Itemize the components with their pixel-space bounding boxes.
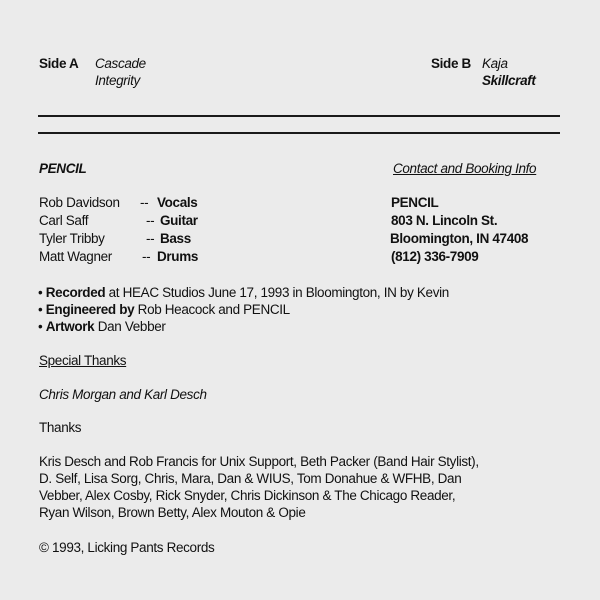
side-b-track: Kaja <box>482 56 508 71</box>
thanks-line: Ryan Wilson, Brown Betty, Alex Mouton & Opie <box>39 505 306 520</box>
side-a-track: Integrity <box>95 73 140 88</box>
contact-heading: Contact and Booking Info <box>393 161 537 176</box>
side-b-label: Side B <box>431 56 471 71</box>
separator: -- <box>142 249 151 264</box>
copyright: © 1993, Licking Pants Records <box>39 540 215 555</box>
divider-line <box>38 132 560 134</box>
separator: -- <box>146 213 155 228</box>
thanks-line: Vebber, Alex Cosby, Rick Snyder, Chris Dickinson & The Chicago Reader, <box>39 488 456 503</box>
band-heading: PENCIL <box>39 161 87 176</box>
side-a-label: Side A <box>39 56 79 71</box>
credit-item: • Recorded at HEAC Studios June 17, 1993 in Bloomington, IN by Kevin <box>38 285 449 300</box>
member-role: Drums <box>157 249 199 264</box>
side-a-track: Cascade <box>95 56 146 71</box>
separator: -- <box>146 231 155 246</box>
member-name: Matt Wagner <box>39 249 112 264</box>
divider-line <box>38 115 560 117</box>
credit-item: • Engineered by Rob Heacock and PENCIL <box>38 302 290 317</box>
special-thanks-names: Chris Morgan and Karl Desch <box>39 387 207 402</box>
thanks-heading: Thanks <box>39 420 82 435</box>
contact-line: Bloomington, IN 47408 <box>390 231 529 246</box>
separator: -- <box>140 195 149 210</box>
contact-line: PENCIL <box>391 195 439 210</box>
member-role: Bass <box>160 231 191 246</box>
thanks-line: D. Self, Lisa Sorg, Chris, Mara, Dan & WIUS, Tom Donahue & WFHB, Dan <box>39 471 462 486</box>
member-name: Rob Davidson <box>39 195 120 210</box>
member-role: Vocals <box>157 195 198 210</box>
member-name: Carl Saff <box>39 213 89 228</box>
contact-line: 803 N. Lincoln St. <box>391 213 498 228</box>
side-b-track: Skillcraft <box>482 73 536 88</box>
member-name: Tyler Tribby <box>39 231 105 246</box>
contact-line: (812) 336-7909 <box>391 249 479 264</box>
special-thanks-heading: Special Thanks <box>39 353 127 368</box>
member-role: Guitar <box>160 213 198 228</box>
thanks-line: Kris Desch and Rob Francis for Unix Support, Beth Packer (Band Hair Stylist), <box>39 454 479 469</box>
credit-item: • Artwork Dan Vebber <box>38 319 166 334</box>
